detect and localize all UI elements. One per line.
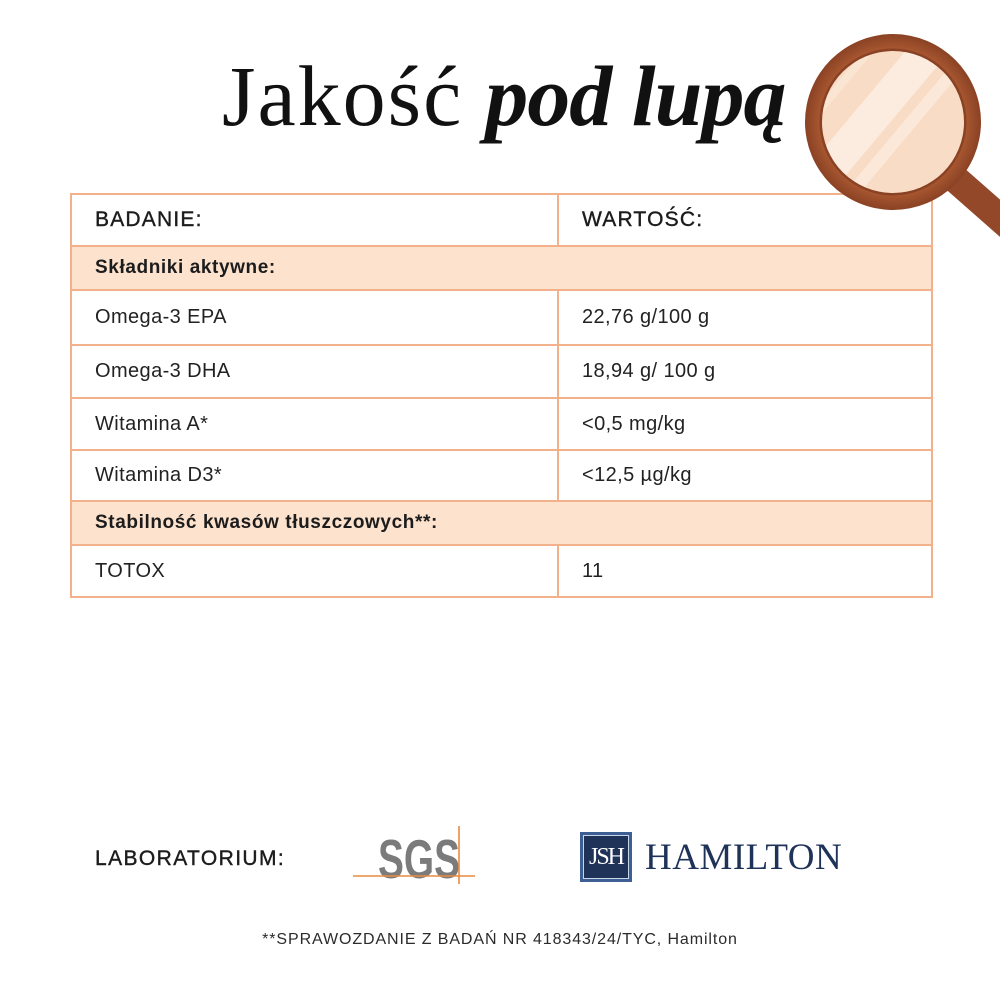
section-row-active-ingredients [72, 247, 931, 291]
row-value: <0,5 mg/kg [582, 412, 686, 435]
results-table [70, 193, 933, 598]
row-name: Witamina D3* [72, 451, 559, 500]
row-value: 18,94 g/ 100 g [582, 360, 716, 382]
section-label: Stabilność kwasów tłuszczowych**: [95, 512, 438, 533]
hamilton-logo [580, 832, 850, 882]
section-label: Składniki aktywne: [95, 257, 276, 278]
page-title [222, 48, 786, 144]
row-value: 11 [582, 559, 604, 582]
title-emphasis: pod lupą [485, 48, 786, 144]
footnote: **SPRAWOZDANIE Z BADAŃ NR 418343/24/TYC, Hamilton [262, 931, 738, 948]
hamilton-name: HAMILTON [645, 837, 843, 878]
sgs-logo [350, 822, 480, 888]
row-value: 22,76 g/100 g [582, 306, 710, 328]
header-test: BADANIE: [72, 195, 559, 245]
hamilton-monogram: JSH [580, 832, 632, 882]
row-value: <12,5 µg/kg [582, 464, 692, 486]
row-name: TOTOX [72, 546, 559, 596]
row-name: Witamina A* [72, 399, 559, 449]
row-name: Omega-3 DHA [72, 346, 559, 397]
table-row [72, 346, 931, 399]
section-row-fatty-acid-stability [72, 502, 931, 546]
table-row [72, 399, 931, 451]
sgs-logo-text: SGS [378, 828, 460, 890]
magnifier-handle [952, 176, 1000, 242]
magnifying-glass-icon [785, 15, 1000, 250]
table-row [72, 291, 931, 346]
header-value: WARTOŚĆ: [582, 208, 704, 231]
title-regular: Jakość [222, 48, 464, 144]
row-name: Omega-3 EPA [72, 291, 559, 344]
table-row [72, 451, 931, 502]
table-row [72, 546, 931, 596]
laboratory-label: LABORATORIUM: [95, 847, 286, 870]
